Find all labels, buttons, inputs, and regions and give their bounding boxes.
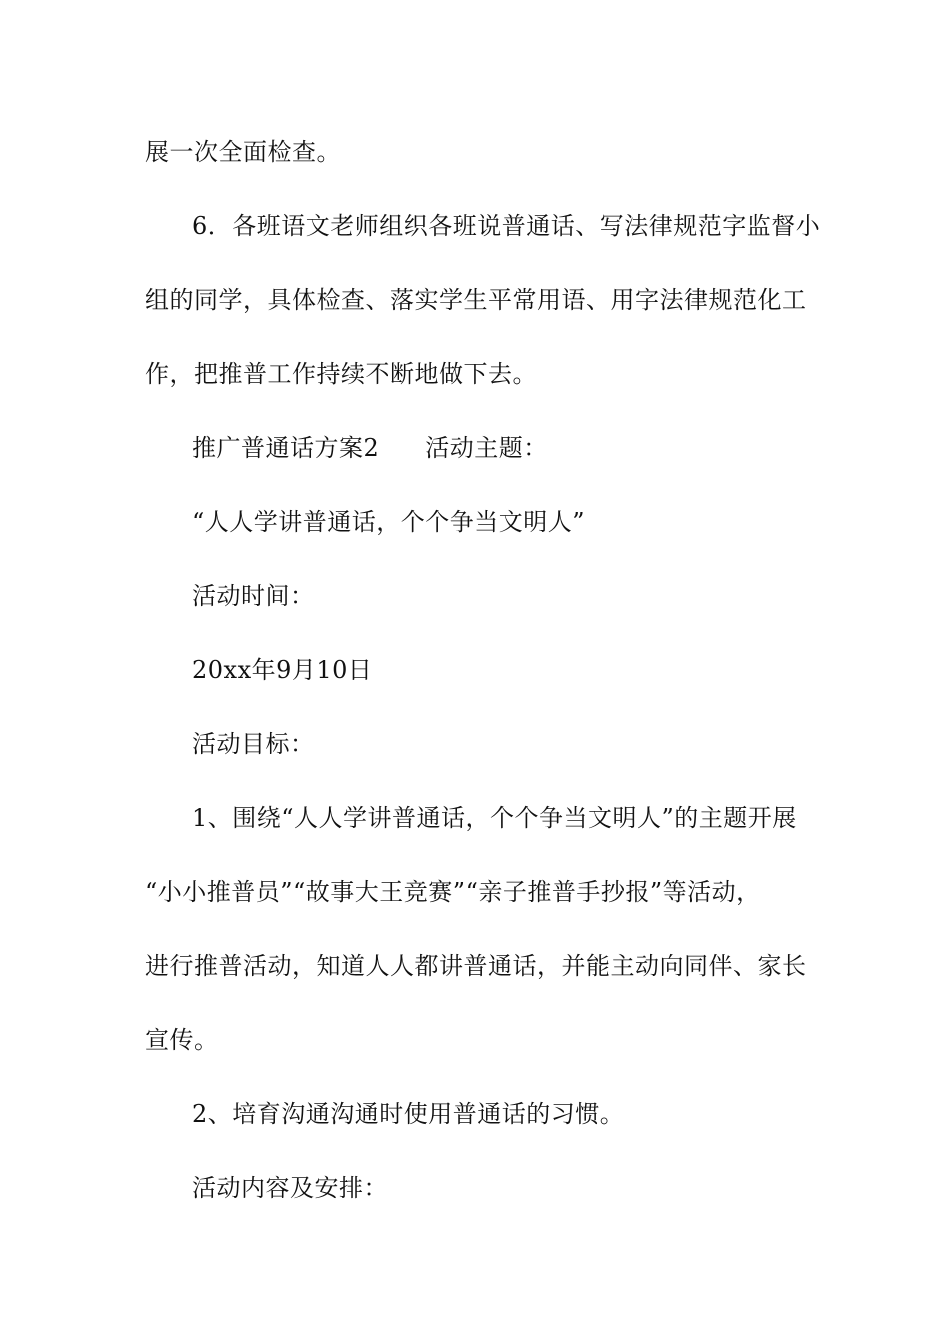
paragraph-line: 6．各班语文老师组织各班说普通话、写法律规范字监督小 [192,212,821,240]
paragraph-line: “小小推普员”“故事大王竞赛”“亲子推普手抄报”等活动， [145,878,761,906]
paragraph-line: 进行推普活动，知道人人都讲普通话，并能主动向同伴、家长 [145,952,807,980]
activity-theme-label: 活动主题： [425,434,548,462]
activity-time-value: 20xx年9月10日 [192,656,373,684]
activity-theme-value: “人人学讲普通话，个个争当文明人” [192,508,586,536]
activity-time-label: 活动时间： [192,582,315,610]
paragraph-line: 宣传。 [145,1026,219,1054]
paragraph-line: 组的同学，具体检查、落实学生平常用语、用字法律规范化工 [145,286,807,314]
section-title: 推广普通话方案2 [192,434,380,462]
paragraph-line: 展一次全面检查。 [145,138,341,166]
section-heading-line [192,430,548,466]
activity-content-label: 活动内容及安排： [192,1174,388,1202]
paragraph-line: 1、围绕“人人学讲普通话，个个争当文明人”的主题开展 [192,804,797,832]
paragraph-line: 2、培育沟通沟通时使用普通话的习惯。 [192,1100,625,1128]
activity-goal-label: 活动目标： [192,730,315,758]
paragraph-line: 作，把推普工作持续不断地做下去。 [145,360,537,388]
